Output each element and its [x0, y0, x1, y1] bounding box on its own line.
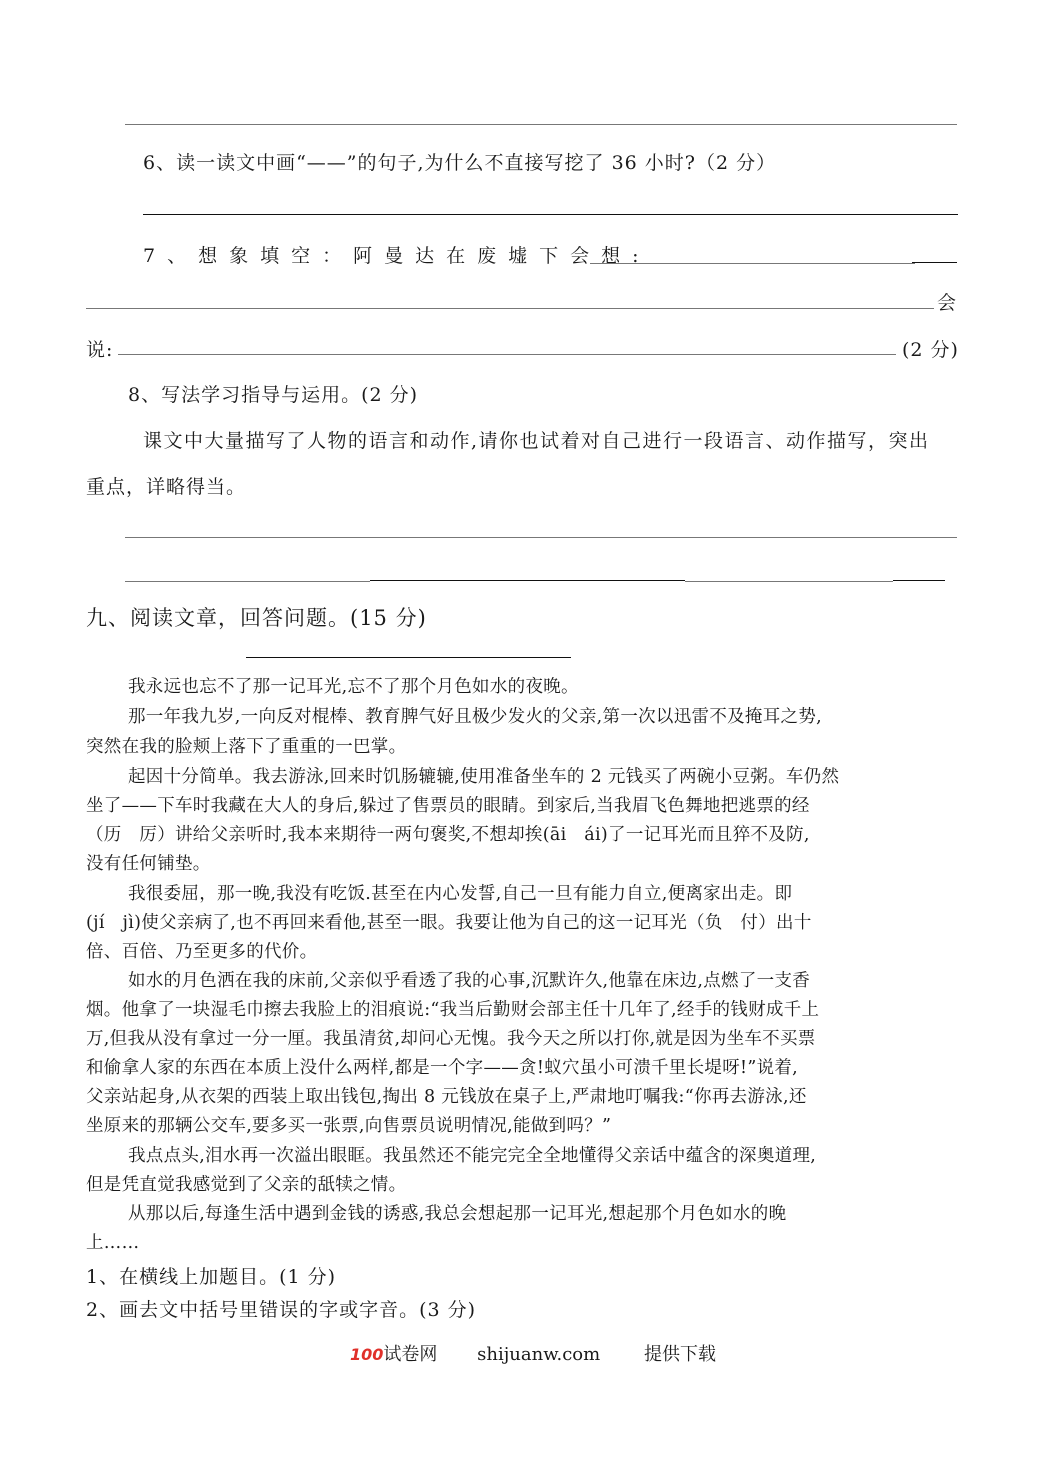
download-text: 提供下载: [643, 1344, 716, 1365]
answer-line: [893, 580, 945, 581]
section-9-heading: 九、阅读文章，回答问题。(15 分): [86, 606, 427, 630]
article-line: 倍、百倍、乃至更多的代价。: [86, 942, 318, 962]
article-line: 从那以后,每逢生活中遇到金钱的诱惑,我总会想起那一记耳光,想起那个月色如水的晚: [128, 1204, 787, 1224]
article-line: 万,但我从没有拿过一分一厘。我虽清贫,却问心无愧。我今天之所以打你,就是因为坐车不买票: [86, 1029, 816, 1049]
article-line: 起因十分简单。我去游泳,回来时饥肠辘辘,使用准备坐车的 2 元钱买了两碗小豆粥。车仍然: [128, 767, 840, 787]
answer-line: [86, 308, 934, 309]
article-line: 烟。他拿了一块湿毛巾擦去我脸上的泪痕说:“我当后勤财会部主任十几年了,经手的钱财成千上: [86, 1000, 820, 1020]
question-7: 7、想象填空：阿曼达在废墟下会想:: [143, 245, 651, 267]
answer-line: [125, 537, 957, 538]
question-8-line1: 课文中大量描写了人物的语言和动作,请你也试着对自己进行一段语言、动作描写，突出: [143, 430, 930, 452]
answer-line: [912, 262, 957, 263]
site-logo-text: 试卷网: [383, 1344, 438, 1365]
answer-line: [590, 263, 915, 264]
question-6: 6、读一读文中画“——”的句子,为什么不直接写挖了 36 小时?（2 分）: [143, 152, 777, 174]
article-line: 那一年我九岁,一向反对棍棒、教育脾气好且极少发火的父亲,第一次以迅雷不及掩耳之势,: [128, 707, 822, 727]
article-line: 我永远也忘不了那一记耳光,忘不了那个月色如水的夜晚。: [128, 677, 579, 697]
article-line: 坐原来的那辆公交车,要多买一张票,向售票员说明情况,能做到吗？”: [86, 1116, 612, 1136]
footer: [350, 1340, 716, 1366]
answer-line: [370, 580, 685, 581]
article-line: 和偷拿人家的东西在本质上没什么两样,都是一个字——贪!蚁穴虽小可溃千里长堤呀!”说着,: [86, 1058, 799, 1078]
question-7-score: (2 分): [902, 339, 959, 361]
question-8-line2: 重点，详略得当。: [86, 476, 247, 498]
answer-line: [125, 581, 370, 582]
answer-line: [125, 124, 957, 125]
article-line: 没有任何铺垫。: [86, 854, 211, 874]
article-line: 但是凭直觉我感觉到了父亲的舐犊之情。: [86, 1175, 407, 1195]
article-line: 突然在我的脸颊上落下了重重的一巴掌。: [86, 737, 407, 757]
answer-line: [118, 354, 896, 355]
question-9-1: 1、在横线上加题目。(1 分): [86, 1266, 337, 1288]
title-blank-line: [246, 657, 571, 658]
question-8-title: 8、写法学习指导与运用。(2 分): [128, 384, 419, 406]
article-line: 我点点头,泪水再一次溢出眼眶。我虽然还不能完完全全地懂得父亲话中蕴含的深奥道理,: [128, 1146, 817, 1166]
article-line: 如水的月色洒在我的床前,父亲似乎看透了我的心事,沉默许久,他靠在床边,点燃了一支香: [128, 971, 811, 991]
article-line: 坐了——下车时我藏在大人的身后,躲过了售票员的眼睛。到家后,当我眉飞色舞地把逃票的经: [86, 796, 810, 816]
question-7-hui: 会: [937, 292, 958, 314]
question-7-shuo: 说:: [86, 339, 114, 361]
question-9-2: 2、画去文中括号里错误的字或字音。(3 分): [86, 1299, 477, 1321]
answer-line: [685, 581, 893, 582]
article-line: 我很委屈，那一晚,我没有吃饭.甚至在内心发誓,自己一旦有能力自立,便离家出走。即: [128, 884, 793, 904]
site-url[interactable]: shijuanw.com: [477, 1344, 601, 1365]
site-logo: 100: [350, 1345, 384, 1364]
article-line: (jí jì)使父亲病了,也不再回来看他,甚至一眼。我要让他为自己的这一记耳光（负 付）出十: [86, 913, 812, 933]
article-line: 上……: [86, 1233, 140, 1253]
article-line: （历 厉）讲给父亲听时,我本来期待一两句褒奖,不想却挨(āi ái)了一记耳光而且猝不及防,: [86, 825, 810, 845]
answer-line: [143, 214, 958, 215]
article-line: 父亲站起身,从衣架的西装上取出钱包,掏出 8 元钱放在桌子上,严肃地叮嘱我:“你再去游泳,还: [86, 1087, 807, 1107]
